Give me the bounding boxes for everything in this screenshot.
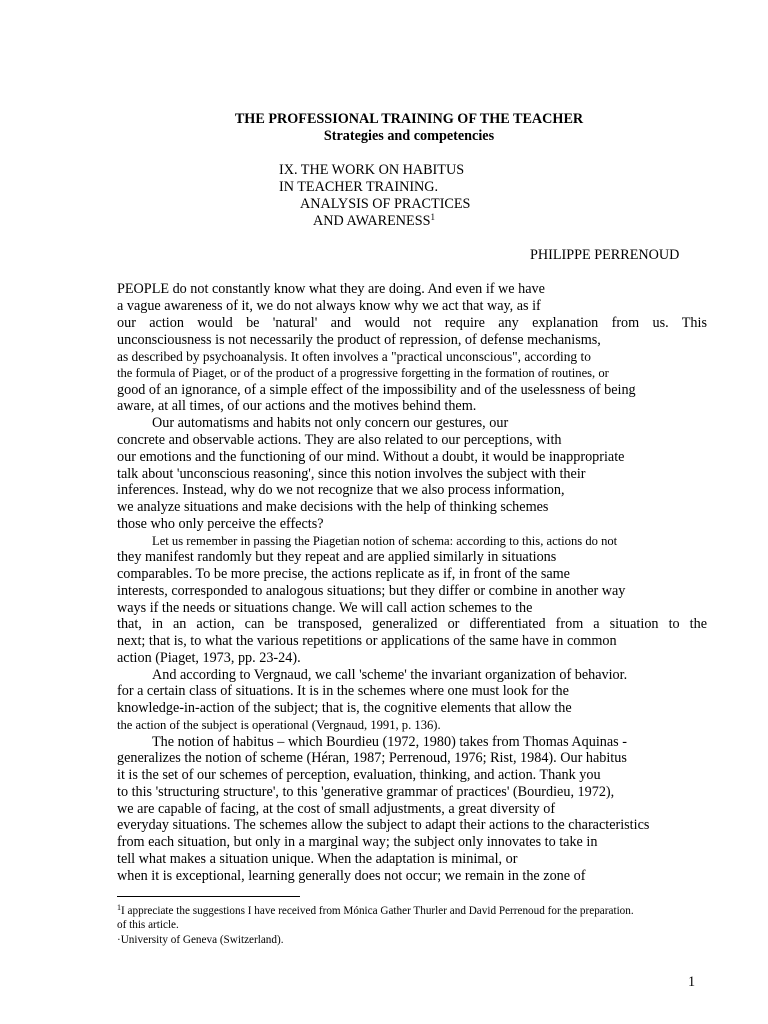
body-line: a vague awareness of it, we do not always know why we act that way, as if [117,298,541,314]
body-line: we are capable of facing, at the cost of small adjustments, a great diversity of [117,801,556,817]
body-line: interests, corresponded to analogous situations; but they differ or combine in another way [117,583,626,599]
footnote-text: I appreciate the suggestions I have received from Mónica Gather Thurler and David Perrenoud for the preparation. [121,905,634,917]
body-line: inferences. Instead, why do we not recognize that we also process information, [117,482,565,498]
body-line: The notion of habitus – which Bourdieu (1972, 1980) takes from Thomas Aquinas - [152,734,627,750]
body-line: everyday situations. The schemes allow the subject to adapt their actions to the characteristics [117,817,650,833]
body-line: those who only perceive the effects? [117,516,324,532]
chapter-heading-last-line [313,213,435,230]
body-line: they manifest randomly but they repeat and are applied similarly in situations [117,549,557,565]
body-line: comparables. To be more precise, the actions replicate as if, in front of the same [117,566,570,582]
body-line: our action would be 'natural' and would not require any explanation from us. This [117,315,707,331]
body-line: the formula of Piaget, or of the product of a progressive forgetting in the formation of routines, or [117,366,609,380]
body-line: we analyze situations and make decisions with the help of thinking schemes [117,499,549,515]
body-line: generalizes the notion of scheme (Héran, 1987; Perrenoud, 1976; Rist, 1984). Our habitus [117,750,627,766]
body-line: it is the set of our schemes of perception, evaluation, thinking, and action. Thank you [117,767,601,783]
chapter-heading-line: ANALYSIS OF PRACTICES [300,196,471,212]
footnote-reference-mark: 1 [430,212,435,222]
body-line: for a certain class of situations. It is in the schemes where one must look for the [117,683,569,699]
body-line: when it is exceptional, learning generally does not occur; we remain in the zone of [117,868,586,884]
footnote-1 [117,904,634,918]
body-line: unconsciousness is not necessarily the product of repression, of defense mechanisms, [117,332,601,348]
body-line: our emotions and the functioning of our mind. Without a doubt, it would be inappropriate [117,449,625,465]
body-line: knowledge-in-action of the subject; that is, the cognitive elements that allow the [117,700,572,716]
body-line: aware, at all times, of our actions and the motives behind them. [117,398,477,414]
chapter-heading-text: AND AWARENESS [313,213,431,229]
body-line: from each situation, but only in a marginal way; the subject only innovates to take in [117,834,598,850]
body-line: action (Piaget, 1973, pp. 23-24). [117,650,301,666]
footnote-mark: 1 [117,903,121,912]
body-line: Our automatisms and habits not only concern our gestures, our [152,415,509,431]
footnote-separator [117,896,300,897]
chapter-heading-line: IN TEACHER TRAINING. [279,179,439,195]
body-line: concrete and observable actions. They are also related to our perceptions, with [117,432,562,448]
body-line: that, in an action, can be transposed, generalized or differentiated from a situation to the [117,616,707,632]
author-name: PHILIPPE PERRENOUD [530,247,680,263]
affiliation-note: ·University of Geneva (Switzerland). [117,934,284,946]
body-line: ways if the needs or situations change. We will call action schemes to the [117,600,533,616]
footnote-1-continuation: of this article. [117,919,179,931]
body-line: Let us remember in passing the Piagetian notion of schema: according to this, actions do not [152,534,618,548]
page-number: 1 [688,974,696,990]
chapter-heading-line: IX. THE WORK ON HABITUS [279,162,465,178]
body-line: tell what makes a situation unique. When the adaptation is minimal, or [117,851,518,867]
body-line: as described by psychoanalysis. It often involves a "practical unconscious", according to [117,349,591,364]
document-title: THE PROFESSIONAL TRAINING OF THE TEACHER [234,111,584,127]
body-line: PEOPLE do not constantly know what they are doing. And even if we have [117,281,545,297]
document-subtitle: Strategies and competencies [323,128,495,144]
body-line: the action of the subject is operational (Vergnaud, 1991, p. 136). [117,718,441,732]
body-line: to this 'structuring structure', to this 'generative grammar of practices' (Bourdieu, 1972), [117,784,615,800]
body-line: good of an ignorance, of a simple effect of the impossibility and of the uselessness of being [117,382,636,398]
body-line: next; that is, to what the various repetitions or applications of the same have in common [117,633,617,649]
body-line: And according to Vergnaud, we call 'scheme' the invariant organization of behavior. [152,667,628,683]
body-line: talk about 'unconscious reasoning', since this notion involves the subject with their [117,466,586,482]
